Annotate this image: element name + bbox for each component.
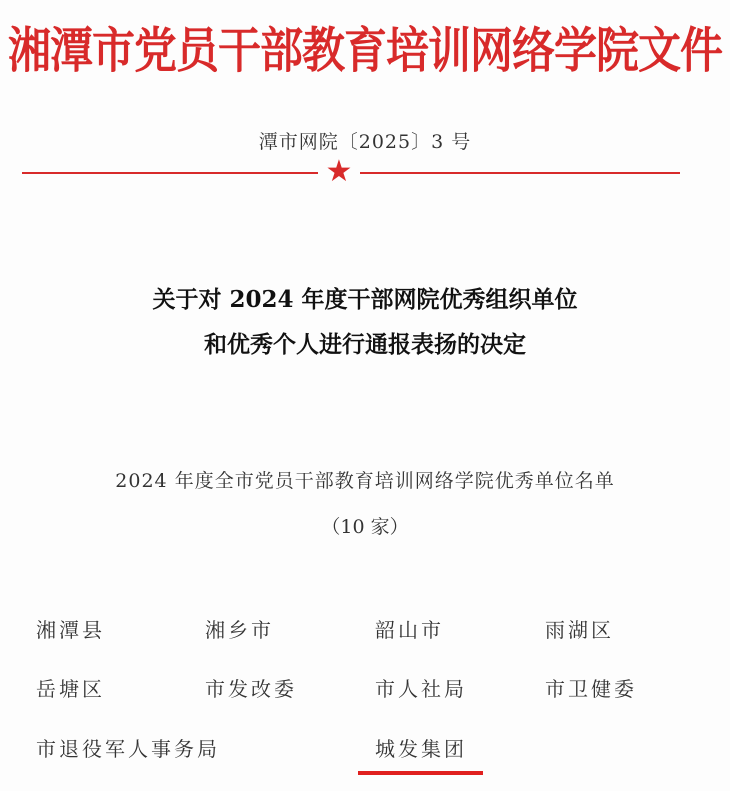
unit-item-highlighted: 城发集团 [375,737,467,761]
unit-item: 市发改委 [205,677,297,701]
red-underline-mark [358,771,483,775]
unit-list-heading: 2024 年度全市党员干部教育培训网络学院优秀单位名单 [115,470,615,492]
unit-item: 湘乡市 [205,618,274,642]
red-star-icon: ★ [325,154,353,189]
unit-item: 韶山市 [375,618,444,642]
document-header-title: 湘潭市党员干部教育培训网络学院文件 [8,23,722,80]
unit-item: 岳塘区 [36,677,105,701]
document-number: 潭市网院〔2025〕3 号 [258,131,472,153]
unit-item: 雨湖区 [545,618,614,642]
unit-item: 市人社局 [375,677,467,701]
document-title-line-1: 关于对 2024 年度干部网院优秀组织单位 [152,286,578,313]
unit-item: 湘潭县 [36,618,105,642]
document-title-line-2: 和优秀个人进行通报表扬的决定 [204,331,526,358]
red-divider-right [360,172,680,174]
unit-item: 市卫健委 [545,677,637,701]
red-divider-left [22,172,318,174]
unit-item: 市退役军人事务局 [36,737,220,761]
unit-list-count: （10 家） [321,516,409,538]
